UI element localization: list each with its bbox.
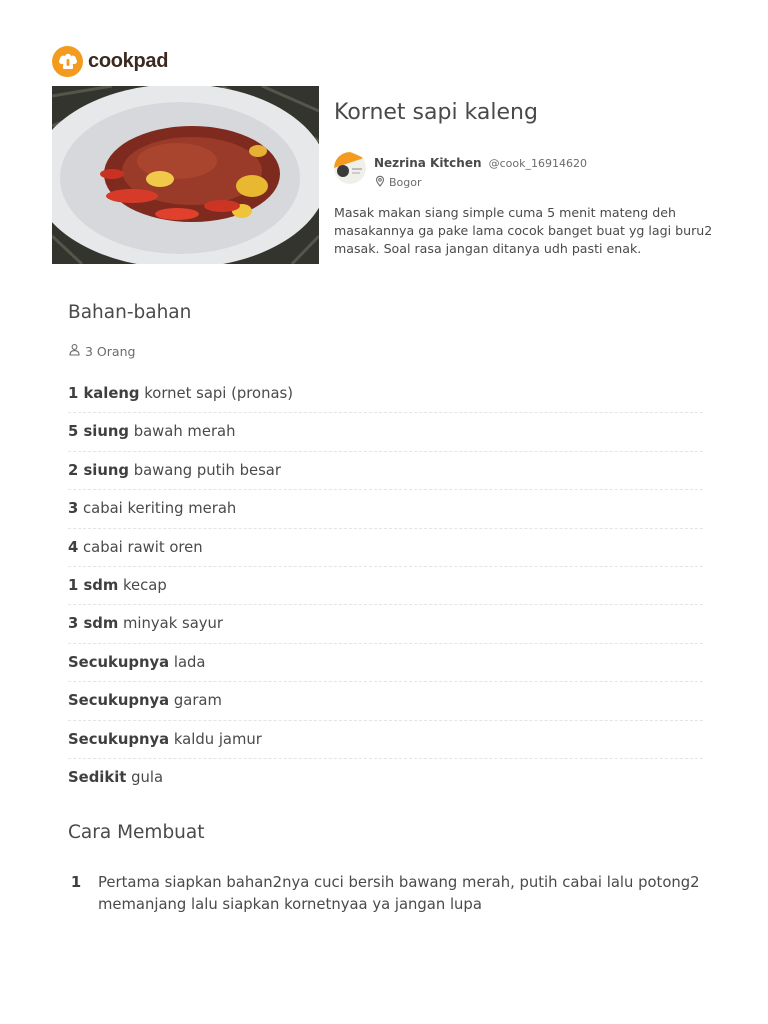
ingredient-qty: 3 sdm bbox=[68, 615, 119, 633]
ingredient-item bbox=[68, 452, 703, 490]
ingredient-qty: Secukupnya bbox=[68, 730, 170, 748]
servings-text: 3 Orang bbox=[85, 343, 136, 359]
servings bbox=[68, 343, 135, 359]
ingredient-item bbox=[68, 644, 703, 682]
step-text: Pertama siapkan bahan2nya cuci bersih bawang merah, putih cabai lalu potong2 memanjang lalu siapkan kornetnyaa ya jangan lupa bbox=[98, 874, 700, 913]
author-name[interactable]: Nezrina Kitchen bbox=[374, 156, 482, 170]
ingredient-item bbox=[68, 682, 703, 720]
ingredient-name: kecap bbox=[122, 576, 167, 594]
ingredient-name: bawang putih besar bbox=[133, 461, 281, 479]
ingredient-item bbox=[68, 605, 703, 643]
ingredient-name: cabai keriting merah bbox=[83, 500, 237, 518]
author-handle: @cook_16914620 bbox=[488, 157, 587, 170]
ingredient-item bbox=[68, 490, 703, 528]
recipe-description: Masak makan siang simple cuma 5 menit mateng deh masakannya ga pake lama cocok banget buat yg lagi buru2 masak. Soal rasa jangan ditanya udh pasti enak. bbox=[334, 205, 713, 256]
ingredient-qty: 5 siung bbox=[68, 423, 129, 441]
ingredient-item bbox=[68, 721, 703, 759]
ingredient-list bbox=[68, 375, 703, 796]
ingredient-name: bawah merah bbox=[133, 423, 236, 441]
ingredient-qty: Secukupnya bbox=[68, 653, 170, 671]
ingredient-name: garam bbox=[173, 692, 222, 710]
ingredient-name: minyak sayur bbox=[122, 615, 223, 633]
ingredient-qty: 1 sdm bbox=[68, 576, 119, 594]
ingredient-qty: 4 bbox=[68, 538, 79, 556]
location-text: Bogor bbox=[389, 176, 422, 189]
ingredient-item bbox=[68, 413, 703, 451]
step-list bbox=[68, 872, 703, 916]
author-location bbox=[374, 175, 587, 190]
ingredient-qty: 2 siung bbox=[68, 461, 129, 479]
ingredient-item bbox=[68, 567, 703, 605]
person-icon bbox=[68, 343, 81, 359]
ingredient-name: lada bbox=[173, 653, 206, 671]
ingredients-heading: Bahan-bahan bbox=[68, 302, 192, 323]
ingredient-qty: Sedikit bbox=[68, 768, 127, 786]
ingredient-item bbox=[68, 375, 703, 413]
author-avatar[interactable] bbox=[334, 152, 366, 184]
cookpad-logo[interactable] bbox=[52, 46, 168, 77]
brand-name: cookpad bbox=[88, 50, 169, 72]
author-block[interactable] bbox=[334, 152, 587, 190]
ingredient-name: kornet sapi (pronas) bbox=[144, 385, 294, 402]
step-number: 1 bbox=[70, 874, 82, 891]
chef-hat-icon bbox=[52, 46, 83, 77]
ingredient-item bbox=[68, 759, 703, 796]
recipe-title: Kornet sapi kaleng bbox=[334, 100, 538, 125]
step-item bbox=[68, 872, 703, 916]
ingredient-name: cabai rawit oren bbox=[83, 538, 203, 556]
ingredient-name: gula bbox=[131, 768, 164, 786]
recipe-photo bbox=[52, 86, 319, 264]
ingredient-qty: 1 kaleng bbox=[68, 385, 140, 402]
ingredient-qty: 3 bbox=[68, 500, 79, 518]
ingredient-qty: Secukupnya bbox=[68, 692, 170, 710]
location-pin-icon bbox=[374, 175, 386, 190]
steps-heading: Cara Membuat bbox=[68, 822, 205, 843]
ingredient-name: kaldu jamur bbox=[173, 730, 262, 748]
author-info bbox=[374, 152, 587, 190]
ingredient-item bbox=[68, 529, 703, 567]
